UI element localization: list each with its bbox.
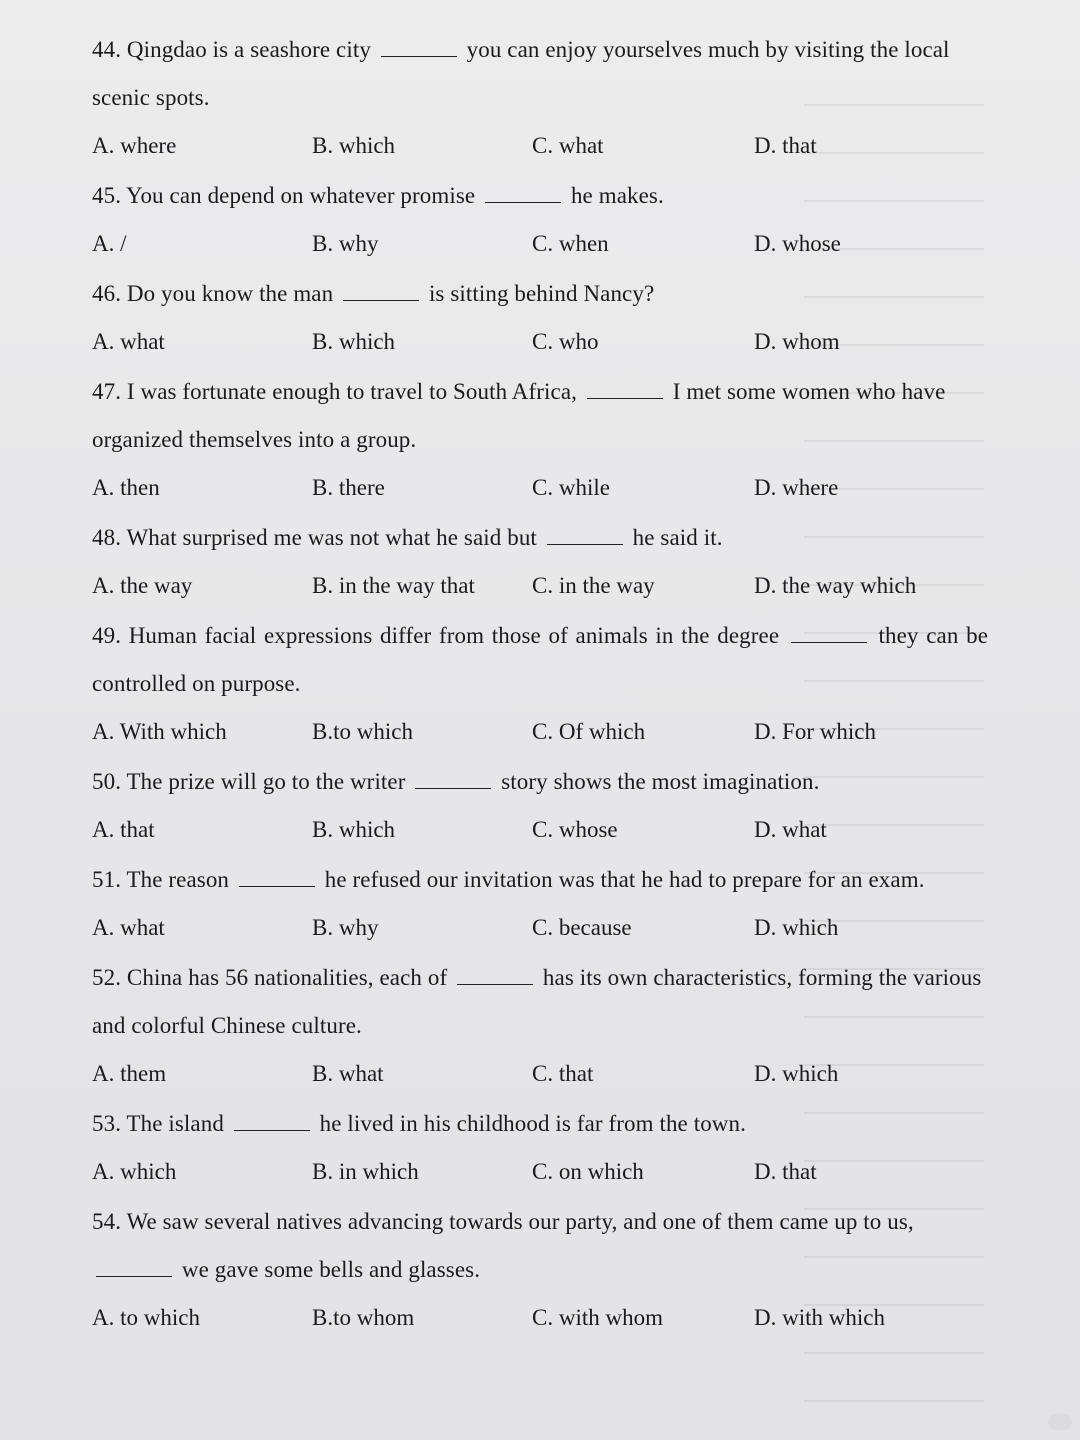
question-stem (92, 514, 988, 562)
answer-blank (96, 1262, 172, 1277)
options-row (92, 1148, 988, 1196)
option-c: C. whose (532, 817, 618, 842)
option-c: C. on which (532, 1159, 644, 1184)
option-c: C. while (532, 475, 610, 500)
option-a: A. that (92, 817, 155, 842)
stem-before: 51. The reason (92, 867, 230, 892)
option-a: A. which (92, 1159, 177, 1184)
option-a: A. what (92, 915, 165, 940)
option-c: C. in the way (532, 573, 655, 598)
stem-before: 49. Human facial expressions differ from those of animals in the degree (92, 623, 780, 648)
question-stem (92, 1198, 988, 1294)
question-stem (92, 954, 988, 1050)
option-b: B. which (312, 817, 396, 842)
option-a: A. then (92, 475, 160, 500)
answer-blank (239, 872, 315, 887)
options-row (92, 464, 988, 512)
question-47 (92, 368, 988, 512)
option-d: D. with which (754, 1305, 885, 1330)
option-c: C. what (532, 133, 604, 158)
options-row (92, 1050, 988, 1098)
question-54 (92, 1198, 988, 1342)
option-d: D. that (754, 1159, 817, 1184)
question-stem (92, 856, 988, 904)
stem-before: 44. Qingdao is a seashore city (92, 37, 371, 62)
stem-after: he lived in his childhood is far from the town. (319, 1111, 746, 1136)
question-stem (92, 26, 988, 122)
question-stem (92, 612, 988, 708)
option-d: D. which (754, 1061, 839, 1086)
option-c: C. when (532, 231, 609, 256)
option-d: D. the way which (754, 573, 917, 598)
stem-before: 53. The island (92, 1111, 224, 1136)
stem-after: he said it. (632, 525, 723, 550)
corner-watermark (1048, 1414, 1072, 1430)
options-row (92, 806, 988, 854)
option-c: C. who (532, 329, 599, 354)
option-b: B. what (312, 1061, 384, 1086)
answer-blank (343, 286, 419, 301)
question-44 (92, 26, 988, 170)
options-row (92, 562, 988, 610)
question-stem (92, 758, 988, 806)
stem-before: 47. I was fortunate enough to travel to South Africa, (92, 379, 577, 404)
option-b: B. why (312, 231, 379, 256)
stem-after: they can be controlled on purpose. (92, 623, 989, 696)
option-d: D. which (754, 915, 839, 940)
option-a: A. where (92, 133, 177, 158)
stem-after: you can enjoy yourselves much by visiting the local scenic spots. (92, 37, 950, 110)
stem-before: 48. What surprised me was not what he said but (92, 525, 537, 550)
option-b: B. which (312, 329, 396, 354)
options-row (92, 122, 988, 170)
stem-after: we gave some bells and glasses. (181, 1257, 481, 1282)
option-a: A. what (92, 329, 165, 354)
stem-before: 46. Do you know the man (92, 281, 334, 306)
option-c: C. with whom (532, 1305, 663, 1330)
option-a: A. / (92, 231, 127, 256)
question-stem (92, 270, 988, 318)
stem-before: 45. You can depend on whatever promise (92, 183, 476, 208)
question-stem (92, 172, 988, 220)
options-row (92, 318, 988, 366)
answer-blank (457, 970, 533, 985)
stem-before: 54. We saw several natives advancing towards our party, and one of them came up to us, (92, 1209, 914, 1234)
option-a: A. the way (92, 573, 193, 598)
question-48 (92, 514, 988, 610)
option-b: B.to which (312, 719, 413, 744)
option-b: B. which (312, 133, 396, 158)
question-50 (92, 758, 988, 854)
question-53 (92, 1100, 988, 1196)
options-row (92, 708, 988, 756)
option-d: D. what (754, 817, 827, 842)
answer-blank (234, 1116, 310, 1131)
answer-blank (587, 384, 663, 399)
stem-before: 50. The prize will go to the writer (92, 769, 406, 794)
stem-after: is sitting behind Nancy? (428, 281, 655, 306)
question-52 (92, 954, 988, 1098)
option-b: B.to whom (312, 1305, 415, 1330)
option-d: D. whom (754, 329, 840, 354)
question-45 (92, 172, 988, 268)
question-stem (92, 368, 988, 464)
answer-blank (791, 628, 867, 643)
options-row (92, 1294, 988, 1342)
stem-after: he refused our invitation was that he had to prepare for an exam. (324, 867, 925, 892)
stem-after: I met some women who have organized themselves into a group. (92, 379, 946, 452)
question-49 (92, 612, 988, 756)
answer-blank (485, 188, 561, 203)
option-d: D. For which (754, 719, 877, 744)
option-d: D. where (754, 475, 839, 500)
stem-after: story shows the most imagination. (501, 769, 820, 794)
answer-blank (415, 774, 491, 789)
option-b: B. why (312, 915, 379, 940)
option-a: A. With which (92, 719, 227, 744)
stem-before: 52. China has 56 nationalities, each of (92, 965, 448, 990)
option-a: A. to which (92, 1305, 200, 1330)
option-c: C. because (532, 915, 632, 940)
option-d: D. that (754, 133, 817, 158)
option-c: C. Of which (532, 719, 646, 744)
option-a: A. them (92, 1061, 167, 1086)
question-46 (92, 270, 988, 366)
question-list (92, 26, 988, 1344)
options-row (92, 904, 988, 952)
question-stem (92, 1100, 988, 1148)
answer-blank (547, 530, 623, 545)
option-b: B. there (312, 475, 385, 500)
option-c: C. that (532, 1061, 594, 1086)
options-row (92, 220, 988, 268)
option-b: B. in which (312, 1159, 419, 1184)
option-d: D. whose (754, 231, 841, 256)
stem-after: he makes. (570, 183, 664, 208)
option-b: B. in the way that (312, 573, 475, 598)
answer-blank (381, 42, 457, 57)
stem-after: has its own characteristics, forming the various and colorful Chinese culture. (92, 965, 982, 1038)
question-51 (92, 856, 988, 952)
